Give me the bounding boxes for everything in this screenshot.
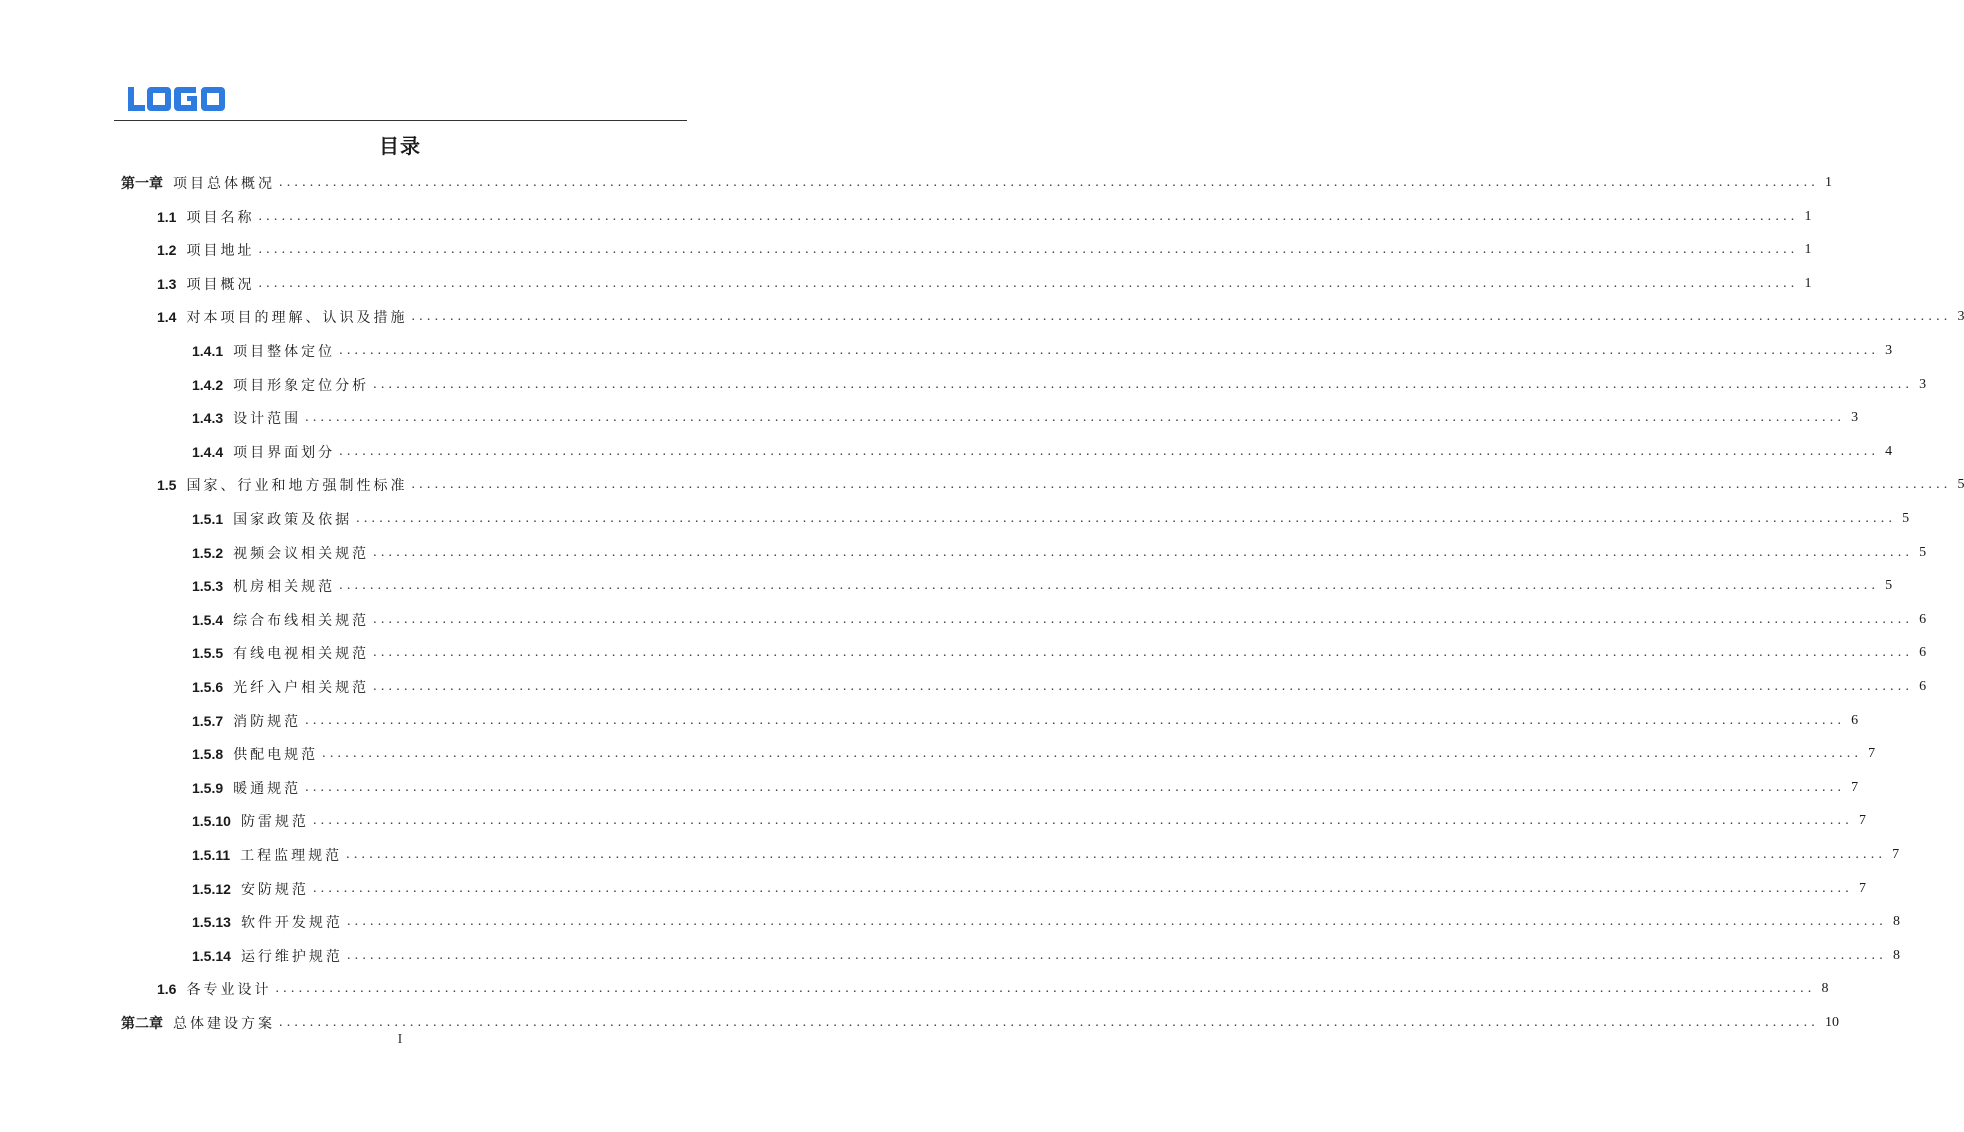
toc-entry[interactable]	[192, 874, 1866, 904]
toc-entry-page: 1	[1804, 208, 1812, 224]
toc-entry-page: 3	[1957, 309, 1964, 325]
toc-entry[interactable]	[157, 974, 1829, 1004]
toc-entry-page: 3	[1885, 343, 1893, 358]
toc-leader-dots: ........................................................................................................................................................................................................	[275, 981, 1816, 997]
toc-entry-title: 设计范围	[233, 411, 302, 428]
toc-entry[interactable]	[157, 269, 1812, 299]
toc-entry-title: 项目名称	[186, 209, 255, 226]
toc-leader-dots: ........................................................................................................................................................................................................	[279, 175, 1819, 190]
toc-entry-number: 第二章	[121, 1016, 163, 1032]
toc-entry[interactable]	[192, 336, 1893, 366]
toc-leader-dots: ........................................................................................................................................................................................................	[346, 847, 1887, 862]
toc-leader-dots: ........................................................................................................................................................................................................	[339, 578, 1880, 594]
toc-entry-page: 6	[1851, 712, 1859, 728]
toc-entry-page: 7	[1858, 880, 1866, 896]
toc-entry[interactable]	[192, 806, 1866, 836]
toc-leader-dots: ........................................................................................................................................................................................................	[305, 712, 1846, 728]
toc-entry[interactable]	[192, 538, 1927, 568]
toc-leader-dots: ........................................................................................................................................................................................................	[305, 410, 1846, 426]
toc-entry[interactable]	[157, 302, 1964, 332]
toc-leader-dots: ........................................................................................................................................................................................................	[312, 880, 1853, 896]
toc-entry-page: 8	[1821, 981, 1829, 997]
toc-entry[interactable]	[121, 168, 1832, 198]
toc-entry-number: 1.4.1	[192, 343, 224, 359]
toc-entry[interactable]	[192, 773, 1859, 803]
toc-entry-title: 暖通规范	[233, 780, 302, 797]
toc-entry-number: 1.5.8	[192, 746, 224, 763]
toc-entry-number: 1.5.10	[192, 813, 231, 830]
toc-entry-page: 8	[1892, 947, 1900, 963]
toc-entry-number: 1.2	[157, 242, 177, 259]
toc-entry[interactable]	[192, 739, 1876, 769]
toc-leader-dots: ........................................................................................................................................................................................................	[411, 309, 1952, 325]
toc-entry-number: 1.5.4	[192, 611, 224, 628]
toc-entry-title: 项目整体定位	[233, 344, 336, 360]
toc-leader-dots: ........................................................................................................................................................................................................	[373, 376, 1914, 392]
toc-leader-dots: ........................................................................................................................................................................................................	[346, 914, 1887, 930]
toc-entry-title: 项目概况	[186, 276, 255, 293]
toc-entry[interactable]	[192, 706, 1859, 736]
toc-entry-number: 1.3	[157, 275, 177, 292]
toc-entry-title: 总体建设方案	[173, 1016, 275, 1032]
toc-entry[interactable]	[157, 470, 1964, 500]
toc-entry-number: 1.5.3	[192, 578, 224, 595]
toc-entry-page: 8	[1892, 914, 1900, 930]
toc-entry-title: 防雷规范	[240, 814, 309, 831]
toc-entry-page: 1	[1825, 175, 1832, 190]
toc-leader-dots: ........................................................................................................................................................................................................	[373, 645, 1914, 661]
toc-entry-number: 1.5.14	[192, 947, 231, 964]
toc-leader-dots: ........................................................................................................................................................................................................	[373, 611, 1914, 627]
toc-leader-dots: ........................................................................................................................................................................................................	[258, 208, 1799, 224]
toc-entry-number: 1.5.5	[192, 645, 224, 662]
toc-entry-title: 工程监理规范	[240, 848, 343, 864]
toc-entry-number: 1.4.4	[192, 443, 224, 460]
toc-entry-number: 1.5.12	[192, 880, 231, 897]
toc-entry[interactable]	[157, 202, 1812, 232]
toc-entry-number: 1.5.13	[192, 914, 231, 931]
toc-entry-page: 1	[1804, 242, 1812, 258]
toc-entry-title: 视频会议相关规范	[233, 545, 370, 562]
toc-entry[interactable]	[192, 941, 1900, 971]
toc-entry-title: 对本项目的理解、认识及措施	[186, 310, 408, 327]
toc-entry-title: 国家、行业和地方强制性标准	[186, 478, 408, 495]
toc-leader-dots: ........................................................................................................................................................................................................	[339, 443, 1880, 459]
toc-entry-title: 安防规范	[240, 881, 309, 898]
toc-entry[interactable]	[192, 638, 1927, 668]
toc-leader-dots: ........................................................................................................................................................................................................	[258, 242, 1799, 258]
toc-leader-dots: ........................................................................................................................................................................................................	[373, 544, 1914, 560]
toc-entry-title: 机房相关规范	[233, 579, 336, 596]
toc-entry-title: 项目界面划分	[233, 444, 336, 461]
toc-entry[interactable]	[192, 605, 1927, 635]
toc-entry-number: 第一章	[121, 176, 163, 192]
toc-entry-page: 5	[1957, 477, 1964, 493]
toc-entry-title: 消防规范	[233, 713, 302, 730]
logo	[126, 84, 226, 116]
toc-entry-title: 各专业设计	[186, 982, 272, 999]
toc-title: 目录	[379, 134, 421, 158]
toc-entry-number: 1.6	[157, 981, 177, 998]
toc-leader-dots: ........................................................................................................................................................................................................	[356, 511, 1897, 526]
toc-entry-number: 1.5.7	[192, 712, 224, 729]
toc-leader-dots: ........................................................................................................................................................................................................	[339, 343, 1880, 358]
toc-leader-dots: ........................................................................................................................................................................................................	[322, 746, 1863, 762]
toc-entry-page: 7	[1851, 779, 1859, 795]
toc-entry-number: 1.5.9	[192, 779, 224, 796]
toc-leader-dots: ........................................................................................................................................................................................................	[346, 947, 1887, 963]
toc-entry-number: 1.5.11	[192, 847, 231, 863]
toc-entry-title: 运行维护规范	[240, 948, 343, 965]
toc-entry[interactable]	[192, 504, 1910, 534]
toc-entry-title: 项目总体概况	[173, 176, 275, 192]
toc-entry[interactable]	[192, 907, 1900, 937]
toc-entry[interactable]	[192, 840, 1900, 870]
toc-entry-title: 供配电规范	[233, 747, 319, 764]
toc-entry-title: 有线电视相关规范	[233, 646, 370, 663]
toc-entry-page: 3	[1919, 376, 1927, 392]
toc-leader-dots: ........................................................................................................................................................................................................	[411, 477, 1952, 493]
toc-entry[interactable]	[192, 370, 1927, 400]
toc-leader-dots: ........................................................................................................................................................................................................	[279, 1015, 1819, 1030]
logo-mark	[126, 84, 226, 116]
toc-entry-page: 10	[1825, 1015, 1839, 1030]
toc-entry-number: 1.1	[157, 208, 177, 225]
toc-entry[interactable]	[192, 437, 1893, 467]
toc-entry-page: 7	[1892, 847, 1900, 862]
toc-entry-number: 1.4.3	[192, 410, 224, 427]
toc-entry-page: 4	[1885, 443, 1893, 459]
toc-entry-title: 软件开发规范	[240, 915, 343, 932]
header-rule	[114, 120, 687, 121]
toc-entry-page: 7	[1858, 813, 1866, 829]
toc-entry-title: 综合布线相关规范	[233, 612, 370, 629]
toc-entry-title: 项目地址	[186, 243, 255, 260]
toc-entry-page: 6	[1919, 611, 1927, 627]
toc-entry-page: 6	[1919, 645, 1927, 661]
toc-leader-dots: ........................................................................................................................................................................................................	[305, 779, 1846, 795]
toc-leader-dots: ........................................................................................................................................................................................................	[312, 813, 1853, 829]
toc-entry[interactable]	[192, 571, 1893, 601]
toc-entry-page: 7	[1868, 746, 1876, 762]
toc-entry-page: 5	[1885, 578, 1893, 594]
toc-entry-page: 5	[1919, 544, 1927, 560]
toc-entry[interactable]	[157, 235, 1812, 265]
toc-entry[interactable]	[192, 403, 1859, 433]
toc-entry-number: 1.5.6	[192, 679, 224, 695]
toc-entry-page: 6	[1919, 679, 1927, 694]
toc-entry-number: 1.5.2	[192, 544, 224, 561]
toc-entry-title: 项目形象定位分析	[233, 377, 370, 394]
toc-entry-number: 1.4	[157, 309, 177, 326]
toc-entry-number: 1.5.1	[192, 511, 224, 527]
toc-entry-page: 5	[1902, 511, 1910, 526]
toc-entry-number: 1.5	[157, 477, 177, 494]
toc-entry-title: 国家政策及依据	[233, 512, 353, 528]
toc-entry-title: 光纤入户相关规范	[233, 680, 370, 696]
toc-entry-number: 1.4.2	[192, 376, 224, 393]
toc-leader-dots: ........................................................................................................................................................................................................	[373, 679, 1914, 694]
toc-entry[interactable]	[192, 672, 1927, 702]
toc-entry-page: 1	[1804, 275, 1812, 291]
toc-entry-page: 3	[1851, 410, 1859, 426]
page-number: I	[397, 1032, 403, 1047]
toc-leader-dots: ........................................................................................................................................................................................................	[258, 275, 1799, 291]
